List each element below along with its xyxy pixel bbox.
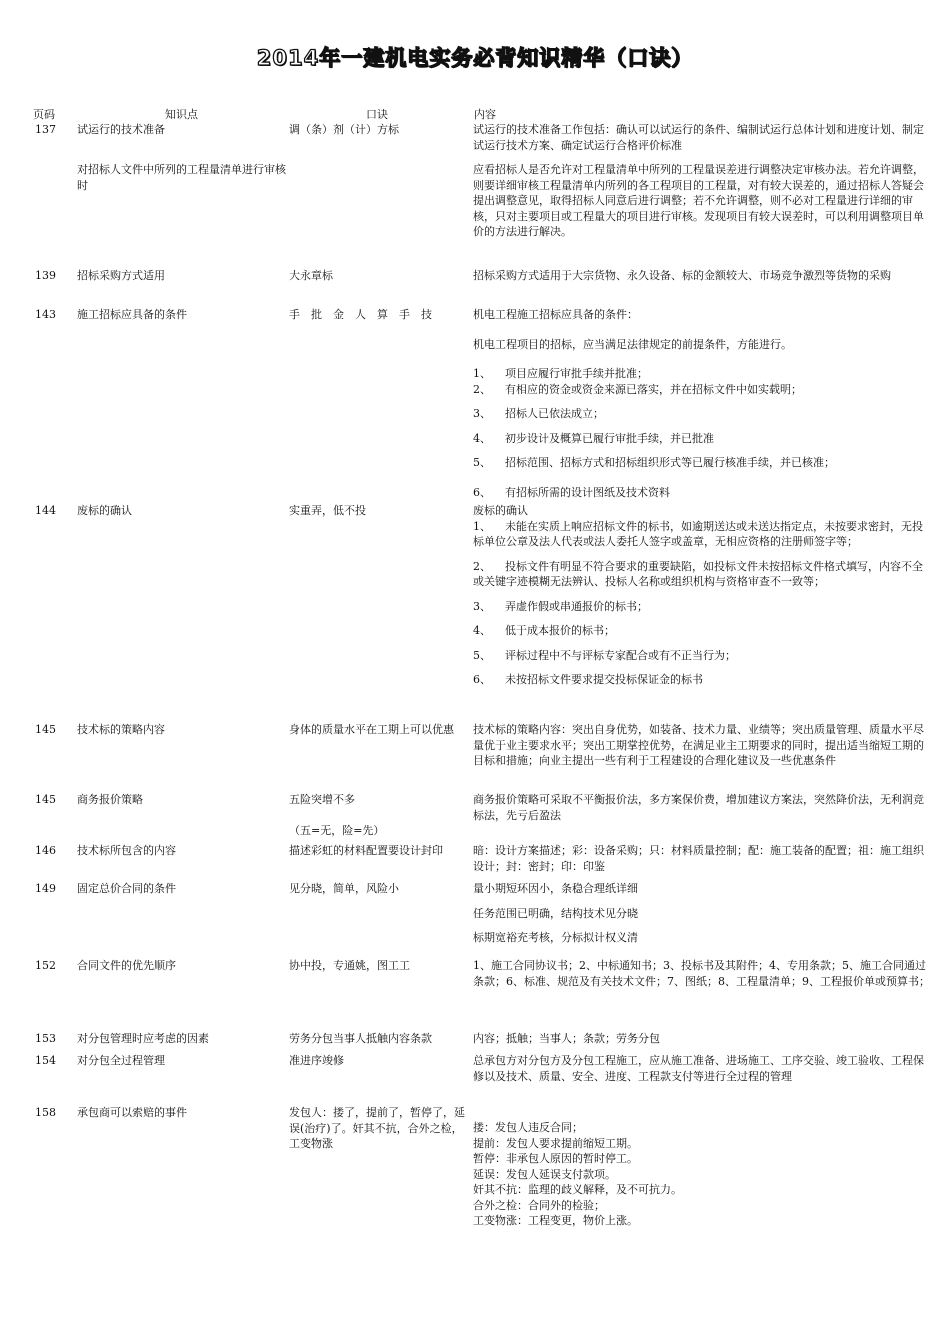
page-number: 144 <box>35 504 56 517</box>
content-paragraph: 提前：发包人要求提前缩短工期。 <box>473 1136 638 1150</box>
header-mnemonic: 口诀 <box>366 108 388 121</box>
mnemonic: 发包人：搂了，提前了，暂停了，延误(治疗)了。奸其不抗，合外之检，工变物涨 <box>289 1106 465 1150</box>
list-item: 6、 有招标所需的设计图纸及技术资料 <box>473 485 670 499</box>
knowledge-point: 对分包全过程管理 <box>77 1054 165 1067</box>
content-paragraph: 标期宽裕充考核，分标拟计权义清 <box>473 931 638 944</box>
page-number: 158 <box>35 1106 56 1119</box>
mnemonic-note: （五=无，险=先） <box>289 824 385 837</box>
content-paragraph: 商务报价策略可采取不平衡报价法，多方案保价费，增加建议方案法，突然降价法，无利润竞标法，先亏后盈法 <box>473 793 924 822</box>
content-paragraph: 废标的确认 <box>473 504 528 517</box>
mnemonic: 五险突增不多 <box>289 793 355 806</box>
page-number: 149 <box>35 882 56 895</box>
content <box>473 1053 933 1084</box>
list-item: 5、 招标范围、招标方式和招标组织形式等已履行核准手续，并已核准； <box>473 456 835 469</box>
knowledge-point: 施工招标应具备的条件 <box>77 308 187 321</box>
knowledge-point: 商务报价策略 <box>77 793 143 806</box>
knowledge-point: 招标采购方式适用 <box>77 269 165 282</box>
list-item: 1、 未能在实质上响应招标文件的标书，如逾期送达或未送达指定点，未按要求密封，无投标单位公章及法人代表或法人委托人签字或盖章，无相应资格的注册师签字等； <box>473 519 923 548</box>
content <box>473 1031 933 1047</box>
content-paragraph: 量小期短环因小，条稳合理纸详细 <box>473 882 638 895</box>
content <box>473 958 933 989</box>
mnemonic: 调（条）剂（计）方标 <box>289 123 399 136</box>
content-paragraph: 内容；抵触；当事人；条款；劳务分包 <box>473 1032 660 1045</box>
list-item: 4、 低于成本报价的标书； <box>473 624 615 637</box>
knowledge-point: 技术标的策略内容 <box>77 723 165 736</box>
content <box>473 162 933 240</box>
content-paragraph: 工变物涨：工程变更，物价上涨。 <box>473 1214 638 1227</box>
knowledge-point: 对分包管理时应考虑的因素 <box>77 1032 209 1045</box>
page-number: 153 <box>35 1032 56 1045</box>
mnemonic: 准进序竣修 <box>289 1054 344 1067</box>
mnemonic: 手 批 金 人 算 手 技 <box>289 308 432 321</box>
list-item: 6、 未按招标文件要求提交投标保证金的标书 <box>473 673 703 686</box>
mnemonic: 实重弄，低不投 <box>289 504 366 517</box>
mnemonic: 大永章标 <box>289 269 333 282</box>
page-number: 143 <box>35 308 56 321</box>
content-paragraph: 暗：设计方案描述；彩：设备采购；只：材料质量控制；配：施工装备的配置；祖：施工组织设计；封：密封；印：印鉴 <box>473 844 924 873</box>
page-number: 137 <box>35 123 56 136</box>
page-number: 154 <box>35 1054 56 1067</box>
header-page: 页码 <box>33 108 55 121</box>
content-paragraph: 暂停：非承包人原因的暂时停工。 <box>473 1152 638 1165</box>
knowledge-point: 废标的确认 <box>77 504 132 517</box>
list-item: 1、 项目应履行审批手续并批准； <box>473 367 648 380</box>
knowledge-point: 技术标所包含的内容 <box>77 844 176 857</box>
page-number: 145 <box>35 723 56 736</box>
mnemonic: 劳务分包当事人抵触内容条款 <box>289 1032 432 1045</box>
content-paragraph: 技术标的策略内容：突出自身优势，如装备、技术力量、业绩等；突出质量管理、质量水平尽量优于业主要求水平；突出工期掌控优势，在满足业主工期要求的同时，提出适当缩短工期的目标和措施；向业主提出一些有利于工程建设的合理化建议及一些优惠条件 <box>473 723 924 767</box>
knowledge-point: 承包商可以索赔的事件 <box>77 1106 187 1119</box>
list-item: 2、 有相应的资金或资金来源已落实，并在招标文件中如实载明； <box>473 382 802 396</box>
mnemonic: 身体的质量水平在工期上可以优惠 <box>289 723 454 736</box>
content <box>473 268 933 284</box>
content-paragraph: 奸其不抗：监理的歧义解释，及不可抗力。 <box>473 1183 682 1196</box>
content <box>473 122 933 153</box>
content-paragraph: 机电工程施工招标应具备的条件： <box>473 308 638 321</box>
content <box>473 722 933 769</box>
content-paragraph: 任务范围已明确，结构技术见分晓 <box>473 906 638 920</box>
list-item: 5、 评标过程中不与评标专家配合或有不正当行为； <box>473 648 736 662</box>
page-number: 146 <box>35 844 56 857</box>
content-paragraph: 试运行的技术准备工作包括：确认可以试运行的条件、编制试运行总体计划和进度计划、制定试运行技术方案、确定试运行合格评价标准 <box>473 123 924 152</box>
content-paragraph: 招标采购方式适用于大宗货物、永久设备、标的金额较大、市场竞争激烈等货物的采购 <box>473 269 891 282</box>
list-item: 2、 投标文件有明显不符合要求的重要缺陷，如投标文件未按招标文件格式填写，内容不全或关键字迹模糊无法辨认、投标人名称或组织机构与资格审查不一致等； <box>473 559 923 588</box>
list-item: 3、 弄虚作假或串通报价的标书； <box>473 599 648 613</box>
content-paragraph: 1、施工合同协议书；2、中标通知书；3、投标书及其附件；4、专用条款；5、施工合同通过条款；6、标准、规范及有关技术文件；7、图纸；8、工程量清单；9、工程报价单或预算书； <box>473 959 930 988</box>
knowledge-point: 固定总价合同的条件 <box>77 882 176 895</box>
content-paragraph: 延误：发包人延误支付款项。 <box>473 1167 616 1181</box>
content-paragraph: 应看招标人是否允许对工程量清单中所列的工程量误差进行调整决定审核办法。若允许调整，则要详细审核工程量清单内所列的各工程项目的工程量，对有较大误差的，通过招标人答疑会提出调整意见，取得招标人同意后进行调整；若不允许调整，则不必对工程量进行详细的审核，只对主要项目或工程量大的项目进行审核。发现项目有较大误差时，可以利用调整项目单价的方法进行解决。 <box>473 163 924 238</box>
page-number: 145 <box>35 793 56 806</box>
content-paragraph: 搂：发包人违反合同； <box>473 1121 583 1134</box>
content <box>473 503 933 688</box>
content <box>473 881 933 946</box>
knowledge-point: 对招标人文件中所列的工程量清单进行审核时 <box>77 163 286 192</box>
page-number: 152 <box>35 959 56 972</box>
content-paragraph: 机电工程项目的招标，应当满足法律规定的前提条件，方能进行。 <box>473 337 792 351</box>
content-paragraph: 合外之检：合同外的检验； <box>473 1198 605 1212</box>
list-item: 4、 初步设计及概算已履行审批手续，并已批准 <box>473 431 714 445</box>
header-knowledge: 知识点 <box>165 108 198 121</box>
mnemonic: 协中投，专通姚，图工工 <box>289 959 410 972</box>
content <box>473 1120 933 1229</box>
knowledge-point: 合同文件的优先顺序 <box>77 959 176 972</box>
content <box>473 843 933 874</box>
knowledge-point: 试运行的技术准备 <box>77 123 165 136</box>
content <box>473 307 933 500</box>
document-title: 2014年一建机电实务必背知识精华（口诀） <box>256 46 694 70</box>
page-number: 139 <box>35 269 56 282</box>
mnemonic: 描述彩虹的材料配置要设计封印 <box>289 844 443 857</box>
header-content: 内容 <box>474 108 496 121</box>
content <box>473 792 933 823</box>
mnemonic: 见分晓，简单，风险小 <box>289 882 399 895</box>
list-item: 3、 招标人已依法成立； <box>473 407 604 420</box>
content-paragraph: 总承包方对分包方及分包工程施工，应从施工准备、进场施工、工序交验、竣工验收、工程保修以及技术、质量、安全、进度、工程款支付等进行全过程的管理 <box>473 1054 924 1083</box>
